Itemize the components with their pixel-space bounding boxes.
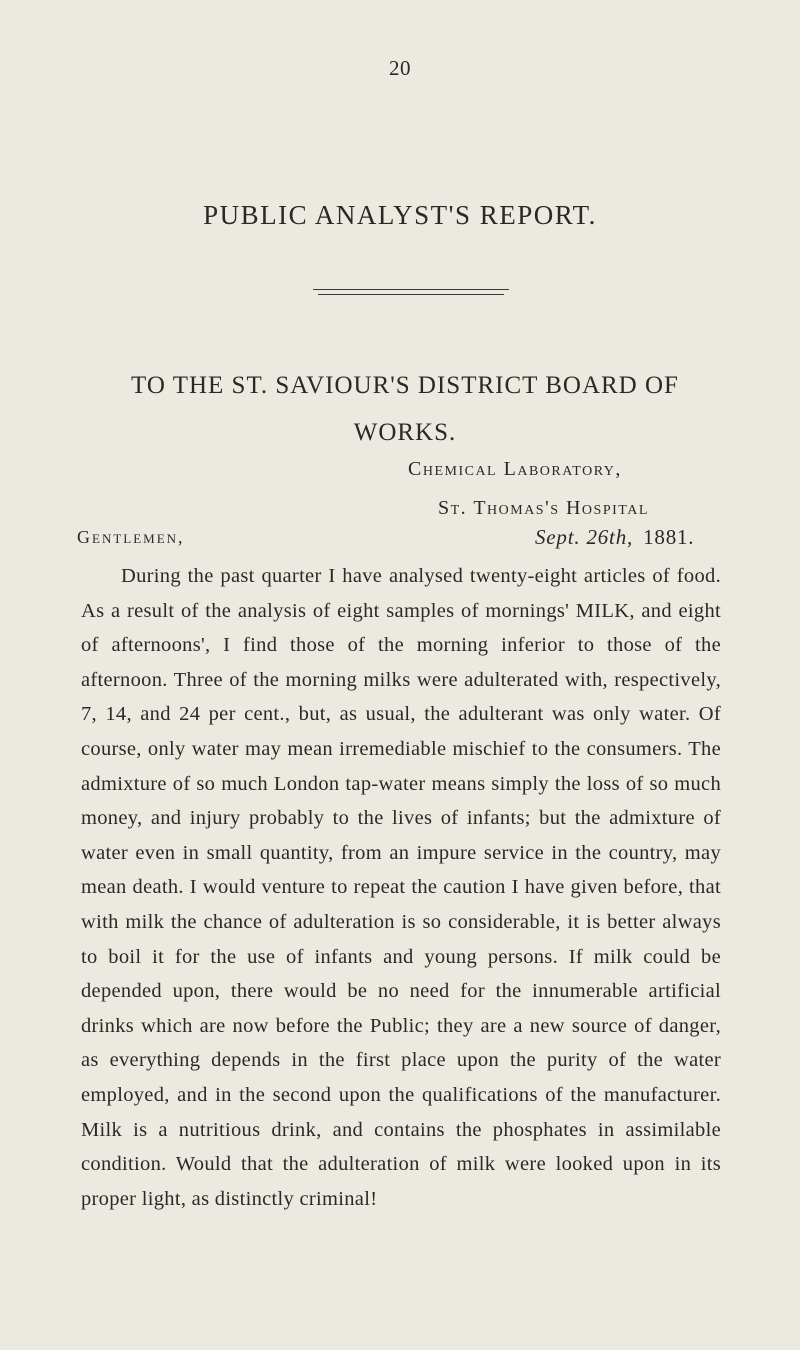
location-line-hospital: St. Thomas's Hospital [438, 497, 649, 519]
addressee-heading: TO THE ST. SAVIOUR'S DISTRICT BOARD OF WORKS. [131, 372, 679, 446]
letter-body: During the past quarter I have analysed twenty-eight articles of food. As a result of the analysis of eight samples of mornings' MILK, and eight of afternoons', I find those of the morning inferior to those of the afternoon. Three of the morning milks were adulterated with, respectively, 7, 14, and 24 per cent., but, as usual, the adulterant was only water. Of course, only water may mean irremediable mischief to the consumers. The admixture of so much London tap-water means simply the loss of so much money, and injury probably to the lives of infants; but the admixture of water even in small quantity, from an impure service in the country, may mean death. I would venture to repeat the caution I have given before, that with milk the chance of adulteration is so considerable, it is better always to boil it for the use of infants and young persons. If milk could be depended upon, there would be no need for the innumerable artificial drinks which are now before the Public; they are a new source of danger, as everything depends in the first place upon the purity of the water employed, and in the second upon the qualifications of the manufacturer. Milk is a nutritious drink, and contains the phosphates in assimilable condition. Would that the adulteration of milk were looked upon in its proper light, as distinctly criminal! [81, 565, 721, 1210]
date-day: Sept. 26th, [535, 525, 634, 549]
location-line-laboratory: Chemical Laboratory, [408, 458, 622, 480]
page-number: 20 [389, 56, 411, 80]
title-rule-lower [318, 294, 504, 295]
date-year: 1881. [643, 525, 695, 549]
title-rule-upper [313, 289, 509, 290]
letter-date [535, 525, 694, 550]
salutation: Gentlemen, [77, 527, 185, 547]
report-title: PUBLIC ANALYST'S REPORT. [203, 200, 597, 230]
